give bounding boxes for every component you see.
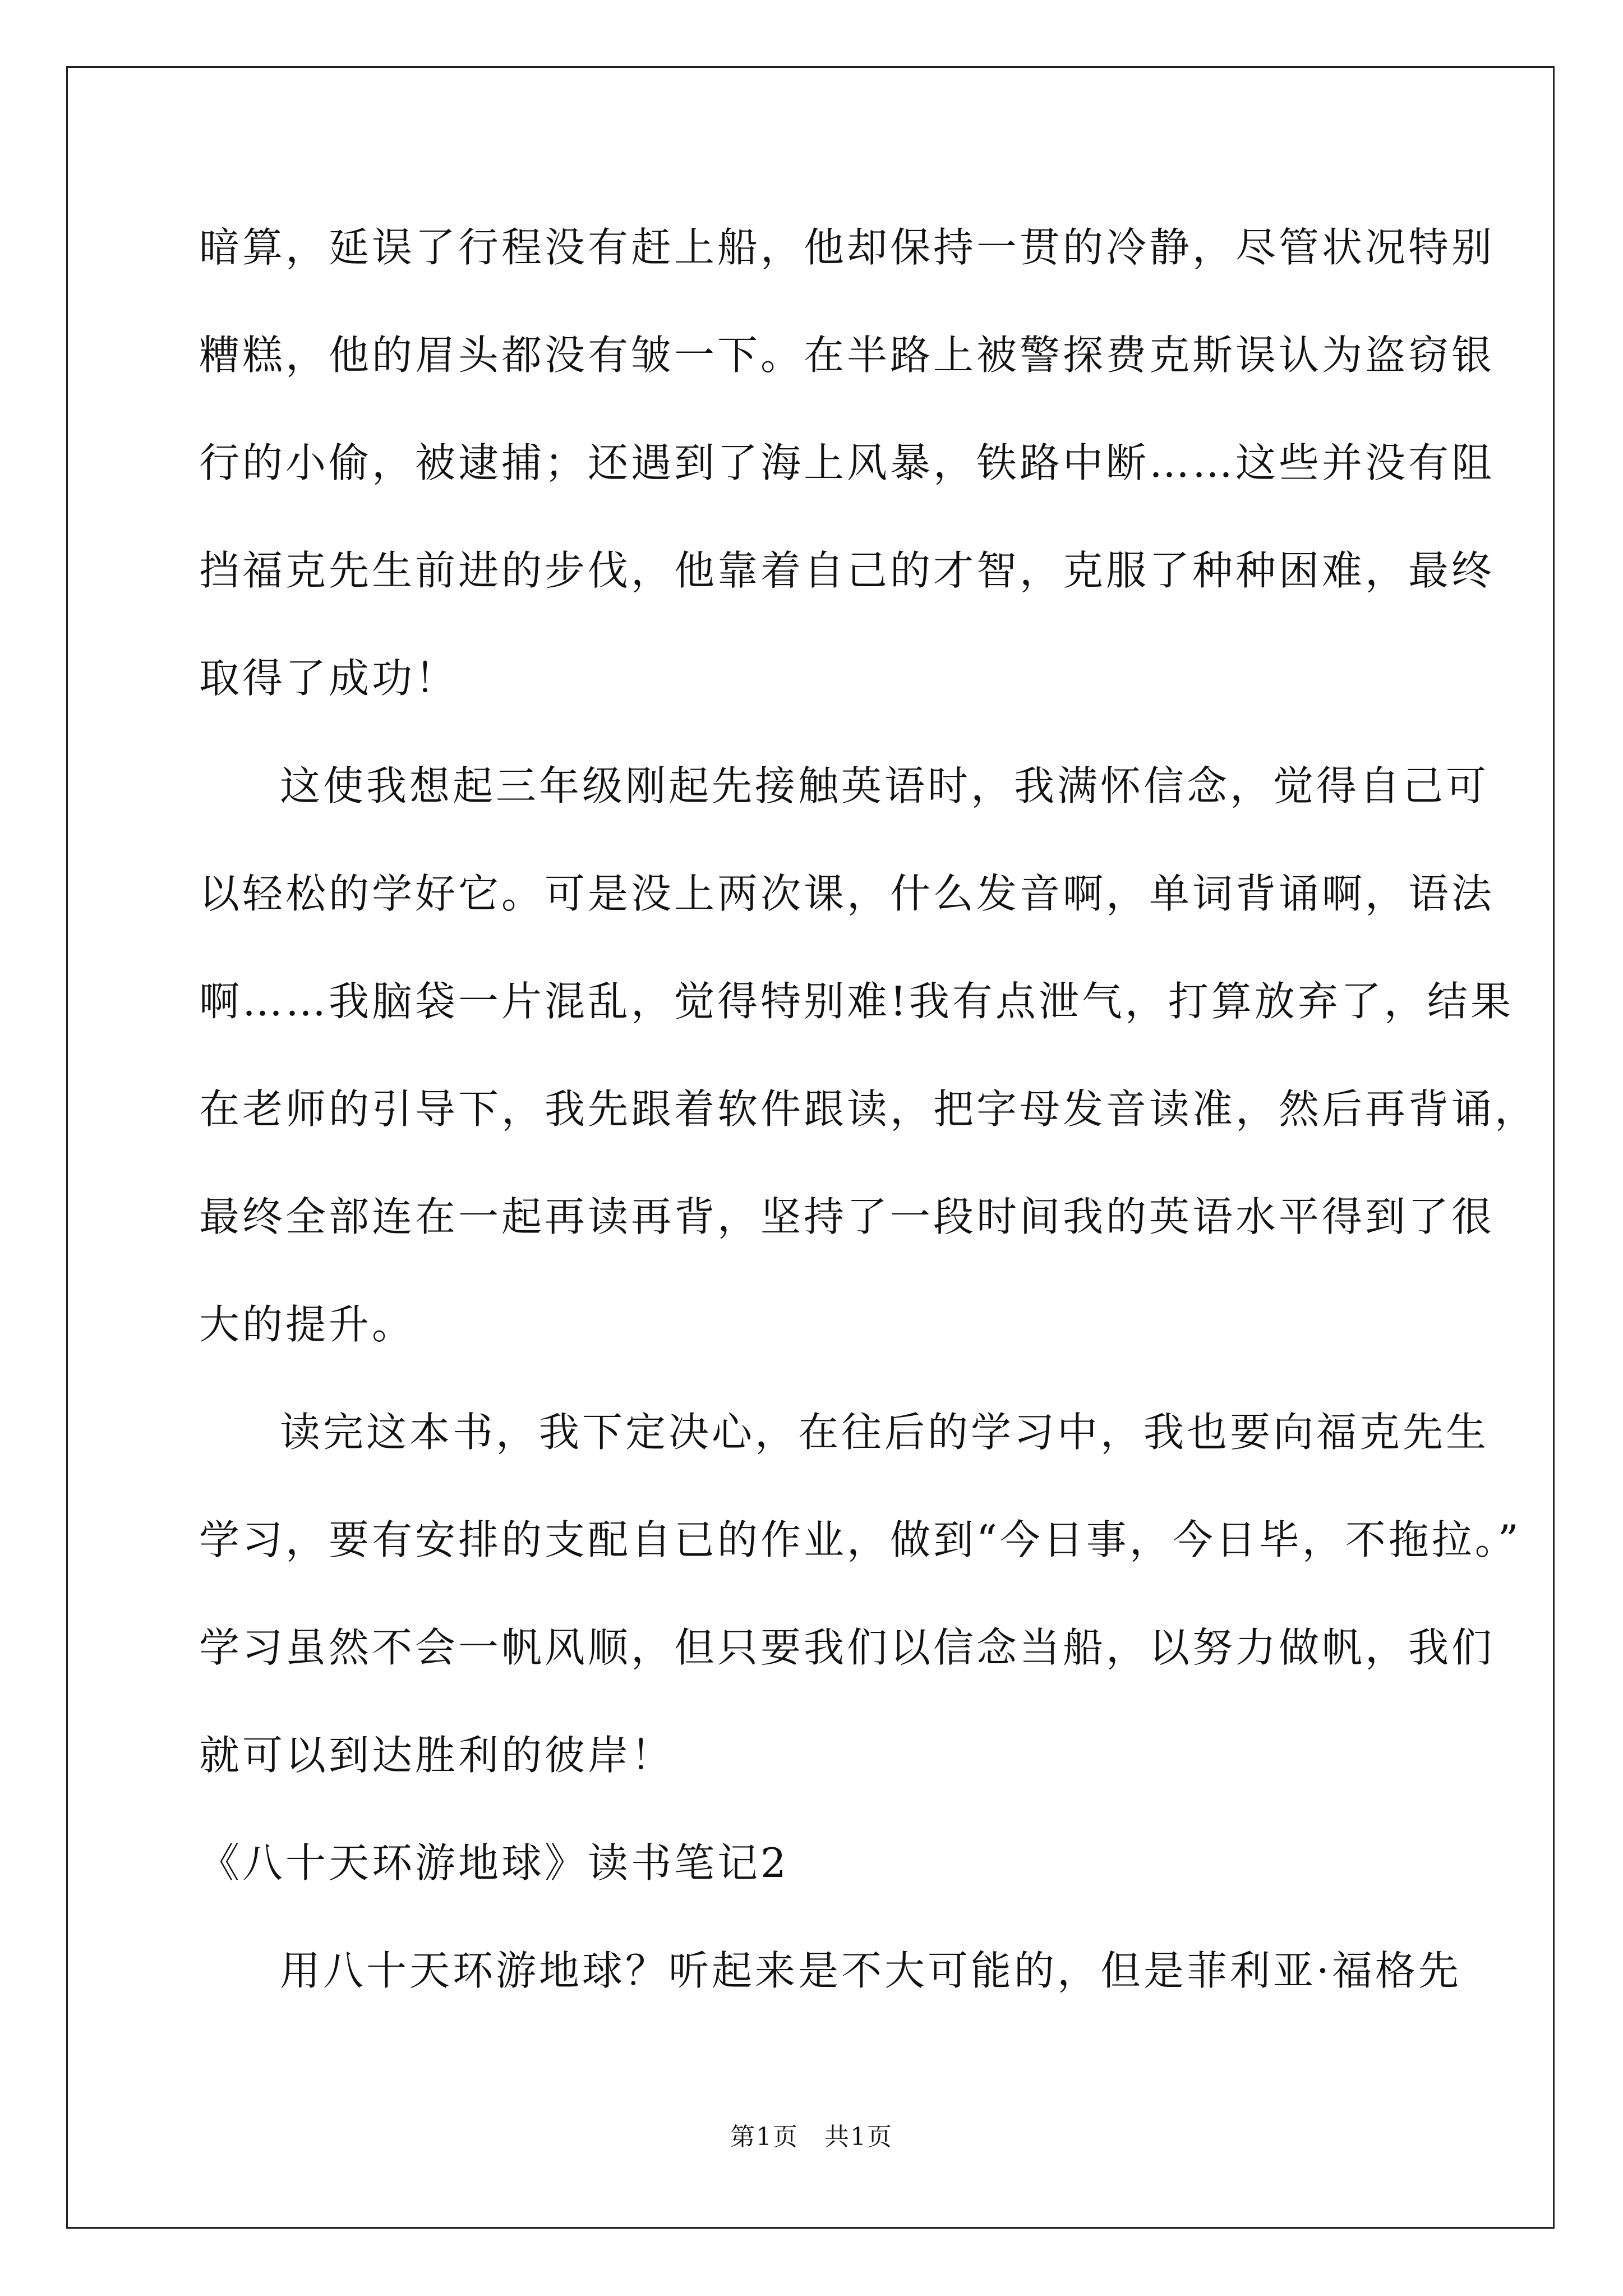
text-line: 就可以到达胜利的彼岸！	[199, 1732, 675, 1779]
text-line: 学习，要有安排的支配自已的作业，做到“今日事，今日毕，不拖拉。”	[199, 1516, 1521, 1563]
text-line: 最终全部连在一起再读再背，坚持了一段时间我的英语水平得到了很	[199, 1193, 1495, 1240]
text-line: 大的提升。	[199, 1301, 416, 1348]
page-footer: 第1页 共1页	[730, 2123, 893, 2151]
text-line: 这使我想起三年级刚起先接触英语时，我满怀信念，觉得自己可	[280, 762, 1490, 809]
text-line: 读完这本书，我下定决心，在往后的学习中，我也要向福克先生	[280, 1409, 1490, 1456]
text-line: 糟糕，他的眉头都没有皱一下。在半路上被警探费克斯误认为盗窃银	[199, 332, 1495, 379]
text-line: 啊……我脑袋一片混乱，觉得特别难!我有点泄气，打算放弃了，结果	[199, 978, 1514, 1025]
text-line: 用八十天环游地球？听起来是不大可能的，但是菲利亚·福格先	[280, 1947, 1461, 1994]
text-line: 挡福克先生前进的步伐，他靠着自己的才智，克服了种种困难，最终	[199, 547, 1495, 594]
text-line: 学习虽然不会一帆风顺，但只要我们以信念当船，以努力做帆，我们	[199, 1624, 1495, 1671]
text-line: 行的小偷，被逮捕；还遇到了海上风暴，铁路中断……这些并没有阻	[199, 439, 1495, 486]
page-border	[66, 66, 1555, 2229]
text-line: 在老师的引导下，我先跟着软件跟读，把字母发音读准，然后再背诵，	[199, 1085, 1538, 1133]
text-line: 暗算，延误了行程没有赶上船，他却保持一贯的冷静，尽管状况特别	[199, 224, 1495, 271]
text-line: 取得了成功！	[199, 655, 459, 702]
text-line: 以轻松的学好它。可是没上两次课，什么发音啊，单词背诵啊，语法	[199, 870, 1495, 917]
section-heading: 《八十天环游地球》读书笔记2	[199, 1839, 789, 1887]
